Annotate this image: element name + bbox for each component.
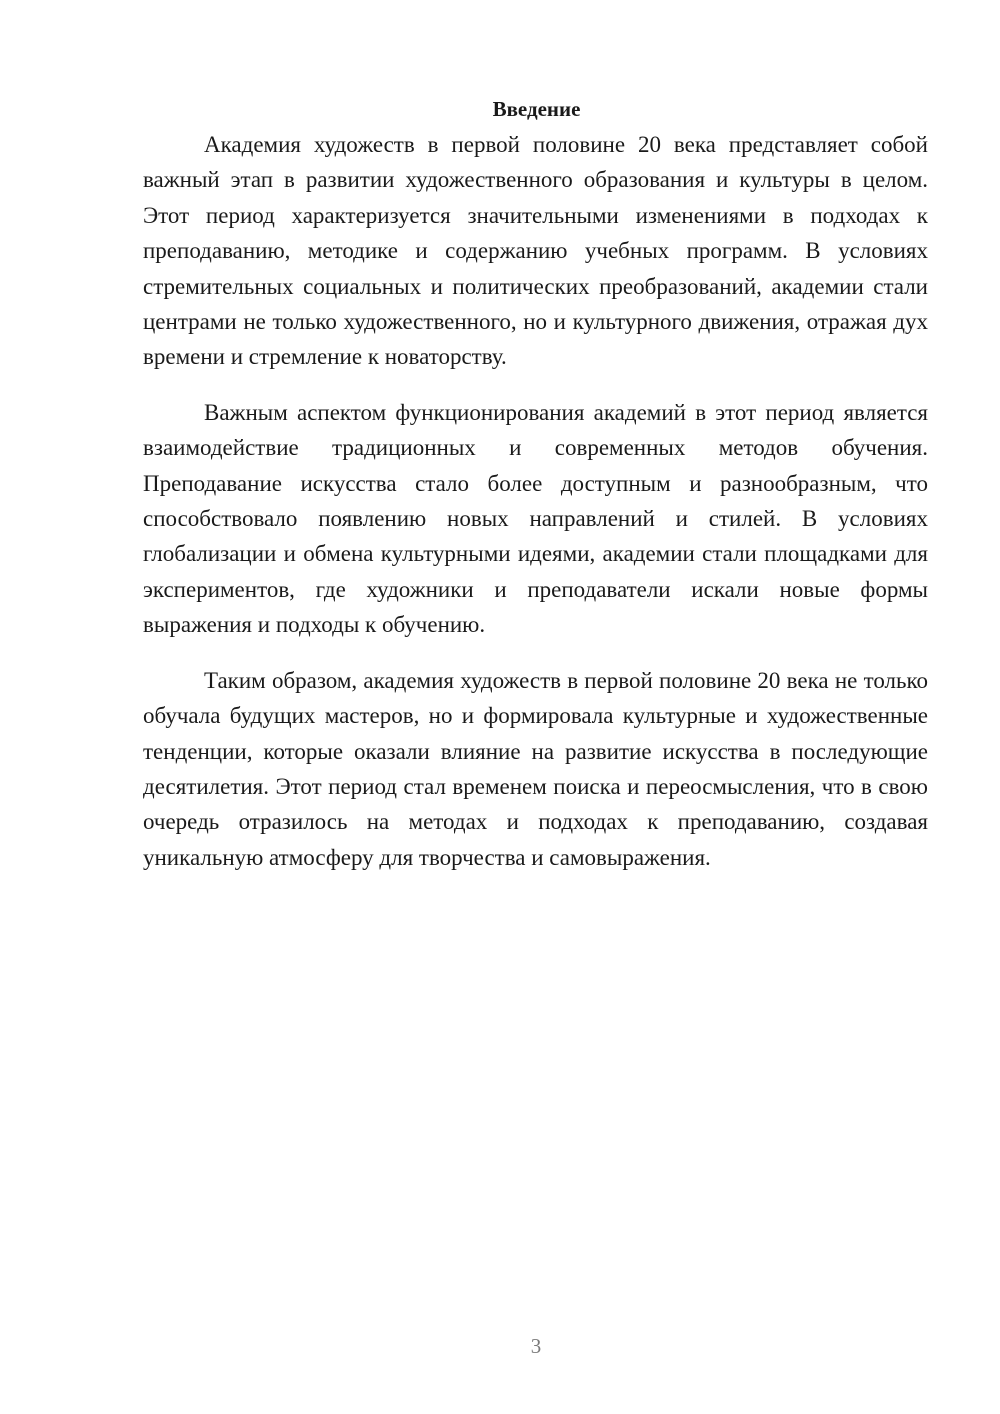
paragraph-3: Таким образом, академия художеств в первой половине 20 века не только обучала будущих мастеров, но и формировала культурные и художественные тенденции, которые оказали влияние на развитие искусства в последующие десятилетия. Этот период стал временем поиска и переосмысления, что в свою очередь отразилось на методах и подходах к преподаванию, создавая уникальную атмосферу для творчества и самовыражения. [143,667,928,870]
page-content [143,92,928,875]
page-number: 3 [530,1334,542,1358]
section-title: Введение [492,97,581,121]
paragraph-1: Академия художеств в первой половине 20 века представляет собой важный этап в развитии художественного образования и культуры в целом. Этот период характеризуется значительными изменениями в подходах к преподаванию, методике и содержанию учебных программ. В условиях стремительных социальных и политических преобразований, академии стали центрами не только художественного, но и культурного движения, отражая дух времени и стремление к новаторству. [143,132,928,370]
paragraph-2: Важным аспектом функционирования академий в этот период является взаимодействие традиционных и современных методов обучения. Преподавание искусства стало более доступным и разнообразным, что способствовало появлению новых направлений и стилей. В условиях глобализации и обмена культурными идеями, академии стали площадками для экспериментов, где художники и преподаватели искали новые формы выражения и подходы к обучению. [143,399,928,638]
